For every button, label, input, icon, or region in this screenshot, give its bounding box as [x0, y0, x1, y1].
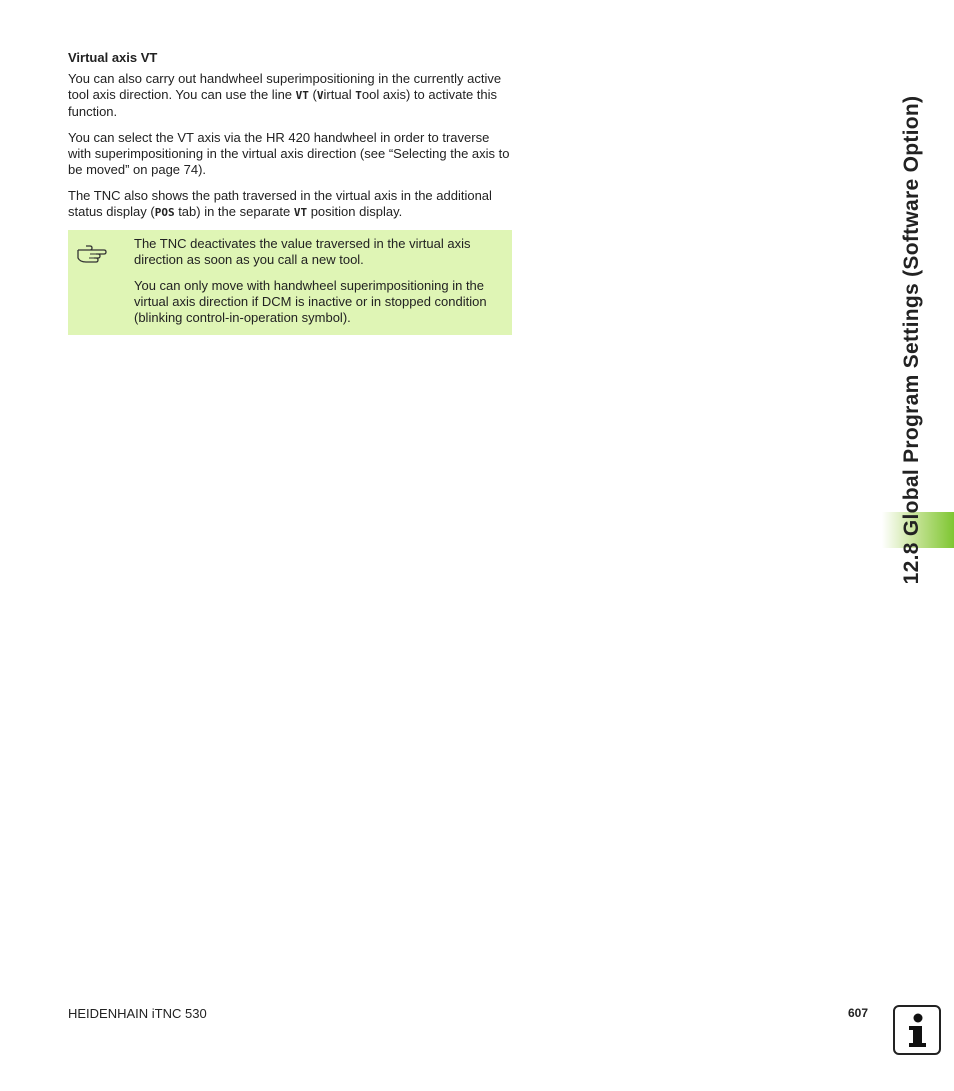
pointing-hand-icon — [76, 240, 108, 264]
paragraph-status-display — [68, 188, 514, 221]
text: You can also carry out handwheel superimpositioning in the currently active tool axis direction. You can use the line — [68, 71, 502, 102]
section-heading: Virtual axis VT — [68, 50, 158, 65]
text: ( — [308, 87, 317, 102]
note-text — [134, 236, 506, 336]
note-line: You can only move with handwheel superimpositioning in the virtual axis direction if DCM is inactive or in stopped condition (blinking control-in-operation symbol). — [134, 278, 487, 325]
code-vt: VT — [295, 89, 309, 102]
cap-v: V — [316, 89, 324, 102]
chapter-side-title: 12.8 Global Program Settings (Software Option) — [900, 95, 923, 585]
text: The TNC also shows the path traversed in the virtual axis in the additional status display ( — [68, 188, 492, 219]
text: ool axis) to activate this function. — [68, 87, 498, 119]
main-content — [68, 50, 514, 231]
note-box — [68, 230, 512, 335]
cap-t: T — [355, 89, 362, 102]
footer-manual-name: HEIDENHAIN iTNC 530 — [68, 1006, 207, 1021]
info-icon — [893, 1005, 941, 1055]
text: position display. — [307, 204, 403, 219]
note-line: The TNC deactivates the value traversed in the virtual axis direction as soon as you call a new tool. — [134, 236, 471, 267]
page-number: 607 — [848, 1006, 869, 1020]
paragraph-handwheel: You can select the VT axis via the HR 420 handwheel in order to traverse with superimpositioning in the virtual axis direction (see “Selecting the axis to be moved” on page 74). — [68, 130, 510, 177]
text: irtual — [323, 87, 356, 102]
code-vt: VT — [293, 206, 308, 219]
code-pos: POS — [154, 206, 175, 219]
paragraph-vt-intro — [68, 71, 514, 120]
text: tab) in the separate — [174, 204, 294, 219]
